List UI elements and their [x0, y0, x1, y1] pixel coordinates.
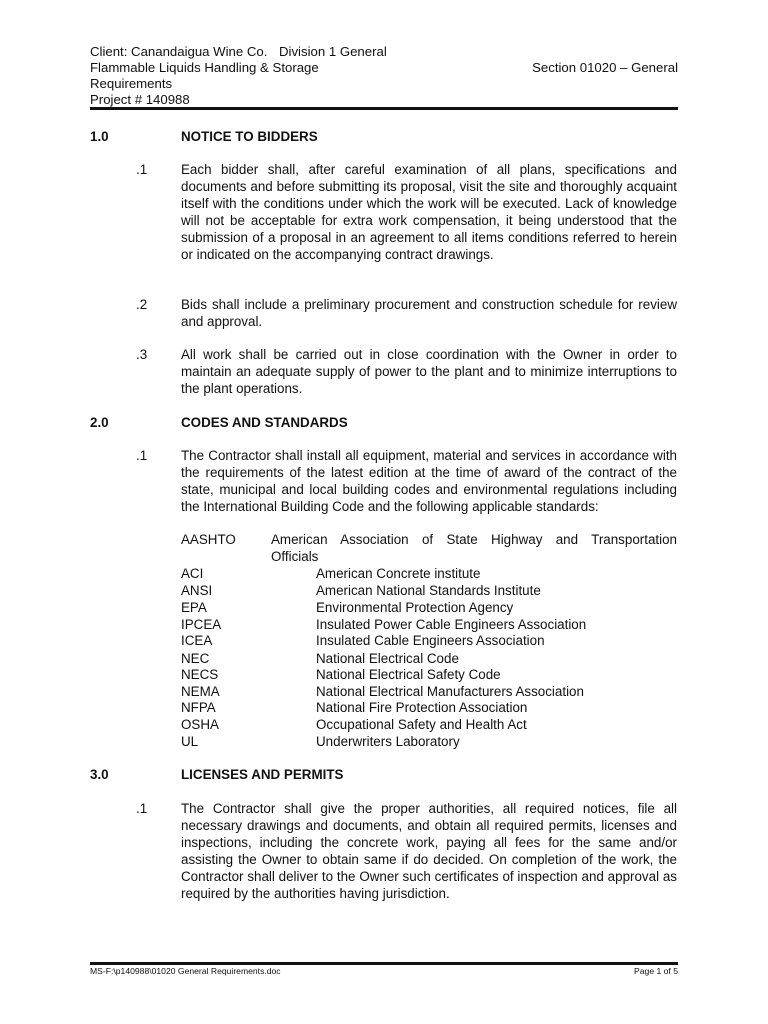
standard-name: Occupational Safety and Health Act [316, 717, 527, 732]
standard-abbr: ICEA [181, 633, 213, 648]
item-text: The Contractor shall give the proper authorities, all required notices, file all necessary drawings and documents, and obtain all required permits, licenses and inspections, including the concrete work, paying all fees for the same and/or assisting the Owner to obtain same if do decided. On completion of the work, the Contractor shall deliver to the Owner such certificates of inspection and approval as required by the authorities having jurisdiction. [181, 801, 677, 901]
standards-row [181, 632, 677, 649]
standards-row [181, 565, 677, 582]
standard-abbr: IPCEA [181, 617, 222, 632]
standard-abbr: UL [181, 734, 199, 749]
item-text: All work shall be carried out in close coordination with the Owner in order to maintain an adequate supply of power to the plant and to minimize interruptions to the plant operations. [181, 347, 677, 396]
standards-row [181, 666, 677, 683]
item-number: .1 [136, 162, 148, 177]
standard-abbr: ACI [181, 566, 204, 581]
standard-name: American Concrete institute [316, 566, 481, 581]
item-text: Each bidder shall, after careful examination of all plans, specifications and documents and before submitting its proposal, visit the site and thoroughly acquaint itself with the conditions under which the work will be executed. Lack of knowledge will not be acceptable for extra work compensation, it being understood that the submission of a proposal in an agreement to all items conditions referred to herein or indicated on the accompanying contract drawings. [181, 162, 677, 262]
standards-row [181, 733, 677, 750]
standard-name: National Electrical Manufacturers Association [316, 684, 584, 699]
standard-name: Underwriters Laboratory [316, 734, 460, 749]
standard-abbr: EPA [181, 600, 207, 615]
standards-row [181, 582, 677, 599]
section-number: 3.0 [90, 767, 109, 782]
footer-page-number: Page 1 of 5 [634, 966, 678, 976]
standard-name-line: Officials [271, 549, 319, 564]
standard-abbr: NEMA [181, 684, 220, 699]
standard-abbr: NECS [181, 667, 219, 682]
standard-abbr: OSHA [181, 717, 219, 732]
standard-abbr: AASHTO [181, 532, 236, 547]
standard-name: National Electrical Safety Code [316, 667, 501, 682]
header-section: Section 01020 – General [532, 60, 678, 75]
standard-name: Insulated Power Cable Engineers Association [316, 617, 587, 632]
item-number: .1 [136, 448, 148, 463]
standard-name: National Fire Protection Association [316, 700, 528, 715]
header-client: Client: Canandaigua Wine Co. [90, 44, 268, 59]
page-header [90, 44, 678, 108]
standard-abbr: NEC [181, 651, 210, 666]
item-number: .3 [136, 347, 148, 362]
header-project-number: Project # 140988 [90, 92, 190, 107]
standards-row [181, 599, 677, 616]
standard-abbr: NFPA [181, 700, 216, 715]
header-divider [90, 107, 678, 110]
standards-row [181, 650, 677, 667]
standard-abbr: ANSI [181, 583, 213, 598]
standard-name: Insulated Cable Engineers Association [316, 633, 545, 648]
section-title: NOTICE TO BIDDERS [181, 129, 318, 144]
standard-name: American National Standards Institute [316, 583, 541, 598]
item-text: The Contractor shall install all equipment, material and services in accordance with the requirements of the latest edition at the time of award of the contract of the state, municipal and local building codes and environmental regulations including the International Building Code and the following applicable standards: [181, 448, 677, 514]
footer-file-path: MS-F:\p140988\01020 General Requirements.doc [90, 966, 281, 976]
section-title: CODES AND STANDARDS [181, 415, 348, 430]
header-project-title: Flammable Liquids Handling & Storage [90, 60, 319, 75]
item-number: .2 [136, 297, 148, 312]
standard-name: Environmental Protection Agency [316, 600, 514, 615]
section-title: LICENSES AND PERMITS [181, 767, 344, 782]
section-number: 1.0 [90, 129, 109, 144]
item-number: .1 [136, 801, 148, 816]
header-project-title-cont: Requirements [90, 76, 173, 91]
standards-row [181, 716, 677, 733]
standard-name: National Electrical Code [316, 651, 459, 666]
standard-name-line: American Association of State Highway and Transportation [271, 532, 677, 547]
standards-row [181, 616, 677, 633]
standards-row [181, 683, 677, 700]
section-number: 2.0 [90, 415, 109, 430]
standard-name [271, 531, 677, 565]
item-text: Bids shall include a preliminary procurement and construction schedule for review and approval. [181, 297, 677, 329]
footer-divider [90, 962, 678, 965]
header-division: Division 1 General [279, 44, 387, 59]
standards-row [181, 699, 677, 716]
